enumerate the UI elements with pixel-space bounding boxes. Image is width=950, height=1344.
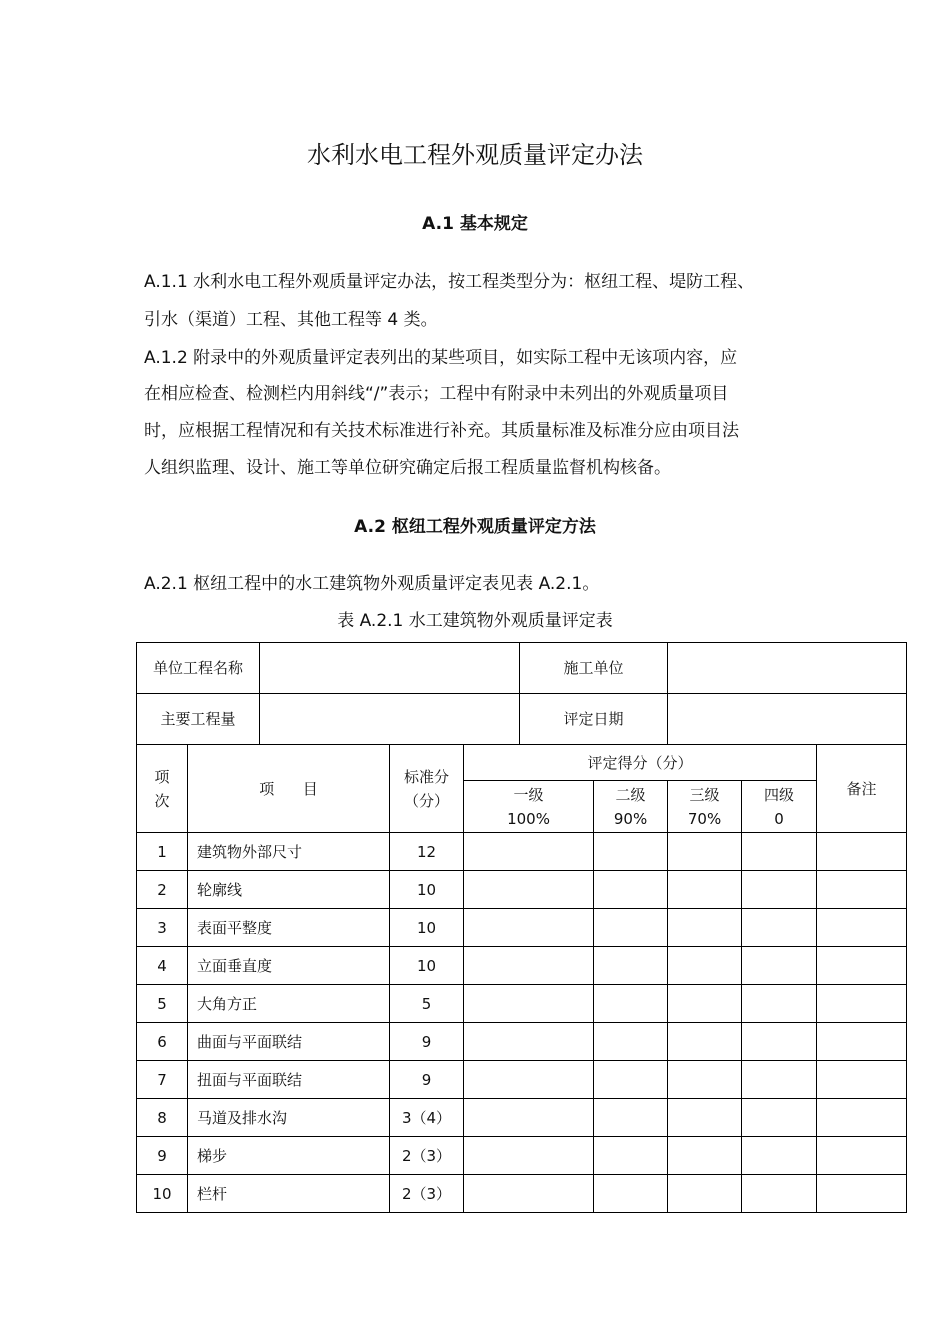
- contractor-label: 施工单位: [520, 643, 668, 694]
- grade3-label: 三级: [689, 785, 720, 804]
- grade3-header: [668, 781, 742, 833]
- remarks-cell[interactable]: [817, 985, 907, 1023]
- grade1-cell[interactable]: [464, 985, 594, 1023]
- grade3-cell[interactable]: [668, 1099, 742, 1137]
- grade2-cell[interactable]: [594, 985, 668, 1023]
- remarks-cell[interactable]: [817, 871, 907, 909]
- row-no: 5: [137, 985, 188, 1023]
- paragraph-line: A.1.1 水利水电工程外观质量评定办法，按工程类型分为：枢纽工程、堤防工程、: [144, 272, 755, 292]
- grade4-cell[interactable]: [742, 1137, 817, 1175]
- table-header-row: [137, 745, 907, 781]
- table-row: [137, 1099, 907, 1137]
- grade3-cell[interactable]: [668, 1023, 742, 1061]
- row-no: 3: [137, 909, 188, 947]
- paragraph-line: 引水（渠道）工程、其他工程等 4 类。: [144, 310, 438, 330]
- grade2-cell[interactable]: [594, 947, 668, 985]
- grade4-cell[interactable]: [742, 985, 817, 1023]
- grade4-cell[interactable]: [742, 833, 817, 871]
- grade2-cell[interactable]: [594, 1137, 668, 1175]
- paragraph-line: 在相应检查、检测栏内用斜线“/”表示；工程中有附录中未列出的外观质量项目: [144, 384, 729, 404]
- paragraph-line: A.1.2 附录中的外观质量评定表列出的某些项目，如实际工程中无该项内容，应: [144, 348, 738, 368]
- seq-header-line1: 项: [154, 767, 170, 786]
- remarks-cell[interactable]: [817, 1137, 907, 1175]
- remarks-cell[interactable]: [817, 833, 907, 871]
- remarks-cell[interactable]: [817, 909, 907, 947]
- grade4-cell[interactable]: [742, 947, 817, 985]
- row-std-score: 2（3）: [390, 1175, 464, 1213]
- grade4-cell[interactable]: [742, 909, 817, 947]
- row-std-score: 10: [390, 871, 464, 909]
- row-std-score: 10: [390, 947, 464, 985]
- grade1-cell[interactable]: [464, 1061, 594, 1099]
- row-std-score: 3（4）: [390, 1099, 464, 1137]
- item-header: 项 目: [188, 745, 390, 833]
- row-no: 4: [137, 947, 188, 985]
- seq-header-line2: 次: [154, 791, 170, 810]
- table-row: [137, 909, 907, 947]
- grade1-header: [464, 781, 594, 833]
- row-std-score: 9: [390, 1061, 464, 1099]
- grade1-cell[interactable]: [464, 871, 594, 909]
- grade3-cell[interactable]: [668, 833, 742, 871]
- grade2-cell[interactable]: [594, 1175, 668, 1213]
- std-score-header-line1: 标准分: [404, 767, 450, 786]
- table-info-row: [137, 694, 907, 745]
- grade3-percent: 70%: [687, 809, 722, 828]
- grade3-cell[interactable]: [668, 947, 742, 985]
- seq-header: [137, 745, 188, 833]
- grade2-label: 二级: [615, 785, 646, 804]
- grade2-percent: 90%: [613, 809, 648, 828]
- grade3-cell[interactable]: [668, 1061, 742, 1099]
- grade1-cell[interactable]: [464, 1023, 594, 1061]
- row-no: 8: [137, 1099, 188, 1137]
- row-std-score: 5: [390, 985, 464, 1023]
- grade1-cell[interactable]: [464, 1137, 594, 1175]
- table-row: [137, 985, 907, 1023]
- grade2-cell[interactable]: [594, 909, 668, 947]
- contractor-field[interactable]: [668, 643, 907, 694]
- paragraph-line: 时，应根据工程情况和有关技术标准进行补充。其质量标准及标准分应由项目法: [144, 421, 739, 441]
- row-no: 1: [137, 833, 188, 871]
- table-row: [137, 1175, 907, 1213]
- grade3-cell[interactable]: [668, 1137, 742, 1175]
- section-heading-a1: A.1 基本规定: [422, 214, 528, 234]
- table-caption: 表 A.2.1 水工建筑物外观质量评定表: [337, 611, 613, 631]
- row-item: 建筑物外部尺寸: [188, 833, 390, 871]
- row-std-score: 10: [390, 909, 464, 947]
- row-std-score: 12: [390, 833, 464, 871]
- score-group-header: 评定得分（分）: [464, 745, 817, 781]
- unit-name-label: 单位工程名称: [137, 643, 260, 694]
- grade1-cell[interactable]: [464, 1175, 594, 1213]
- eval-date-field[interactable]: [668, 694, 907, 745]
- grade2-cell[interactable]: [594, 1061, 668, 1099]
- grade1-cell[interactable]: [464, 1099, 594, 1137]
- remarks-cell[interactable]: [817, 1023, 907, 1061]
- grade2-cell[interactable]: [594, 833, 668, 871]
- grade3-cell[interactable]: [668, 1175, 742, 1213]
- grade2-cell[interactable]: [594, 1023, 668, 1061]
- main-quantity-field[interactable]: [260, 694, 520, 745]
- row-item: 梯步: [188, 1137, 390, 1175]
- grade2-cell[interactable]: [594, 1099, 668, 1137]
- paragraph-line: A.2.1 枢纽工程中的水工建筑物外观质量评定表见表 A.2.1。: [144, 574, 600, 594]
- remarks-header: 备注: [817, 745, 907, 833]
- grade1-label: 一级: [513, 785, 544, 804]
- remarks-cell[interactable]: [817, 1061, 907, 1099]
- table-row: [137, 833, 907, 871]
- table-row: [137, 947, 907, 985]
- grade3-cell[interactable]: [668, 871, 742, 909]
- table-row: [137, 1023, 907, 1061]
- grade4-cell[interactable]: [742, 871, 817, 909]
- table-row: [137, 1061, 907, 1099]
- document-title: 水利水电工程外观质量评定办法: [307, 141, 643, 169]
- remarks-cell[interactable]: [817, 1099, 907, 1137]
- grade4-percent: 0: [774, 809, 784, 828]
- remarks-cell[interactable]: [817, 1175, 907, 1213]
- grade3-cell[interactable]: [668, 985, 742, 1023]
- grade1-cell[interactable]: [464, 947, 594, 985]
- grade4-cell[interactable]: [742, 1099, 817, 1137]
- row-std-score: 2（3）: [390, 1137, 464, 1175]
- row-std-score: 9: [390, 1023, 464, 1061]
- row-item: 扭面与平面联结: [188, 1061, 390, 1099]
- section-heading-a2: A.2 枢纽工程外观质量评定方法: [354, 517, 596, 537]
- std-score-header-line2: （分）: [404, 791, 450, 810]
- grade1-cell[interactable]: [464, 909, 594, 947]
- row-no: 10: [137, 1175, 188, 1213]
- row-item: 曲面与平面联结: [188, 1023, 390, 1061]
- row-no: 7: [137, 1061, 188, 1099]
- row-item: 马道及排水沟: [188, 1099, 390, 1137]
- row-no: 6: [137, 1023, 188, 1061]
- grade4-cell[interactable]: [742, 1023, 817, 1061]
- grade1-percent: 100%: [507, 809, 550, 828]
- main-quantity-label: 主要工程量: [137, 694, 260, 745]
- eval-date-label: 评定日期: [520, 694, 668, 745]
- table-row: [137, 1137, 907, 1175]
- grade4-cell[interactable]: [742, 1175, 817, 1213]
- row-item: 栏杆: [188, 1175, 390, 1213]
- unit-name-field[interactable]: [260, 643, 520, 694]
- grade4-header: [742, 781, 817, 833]
- grade3-cell[interactable]: [668, 909, 742, 947]
- row-item: 大角方正: [188, 985, 390, 1023]
- table-info-row: [137, 643, 907, 694]
- grade2-header: [594, 781, 668, 833]
- row-no: 9: [137, 1137, 188, 1175]
- row-item: 轮廓线: [188, 871, 390, 909]
- quality-evaluation-table: [136, 642, 907, 1213]
- grade1-cell[interactable]: [464, 833, 594, 871]
- row-no: 2: [137, 871, 188, 909]
- paragraph-line: 人组织监理、设计、施工等单位研究确定后报工程质量监督机构核备。: [144, 458, 671, 478]
- row-item: 立面垂直度: [188, 947, 390, 985]
- table-row: [137, 871, 907, 909]
- row-item: 表面平整度: [188, 909, 390, 947]
- grade4-label: 四级: [764, 785, 795, 804]
- remarks-cell[interactable]: [817, 947, 907, 985]
- grade4-cell[interactable]: [742, 1061, 817, 1099]
- grade2-cell[interactable]: [594, 871, 668, 909]
- std-score-header: [390, 745, 464, 833]
